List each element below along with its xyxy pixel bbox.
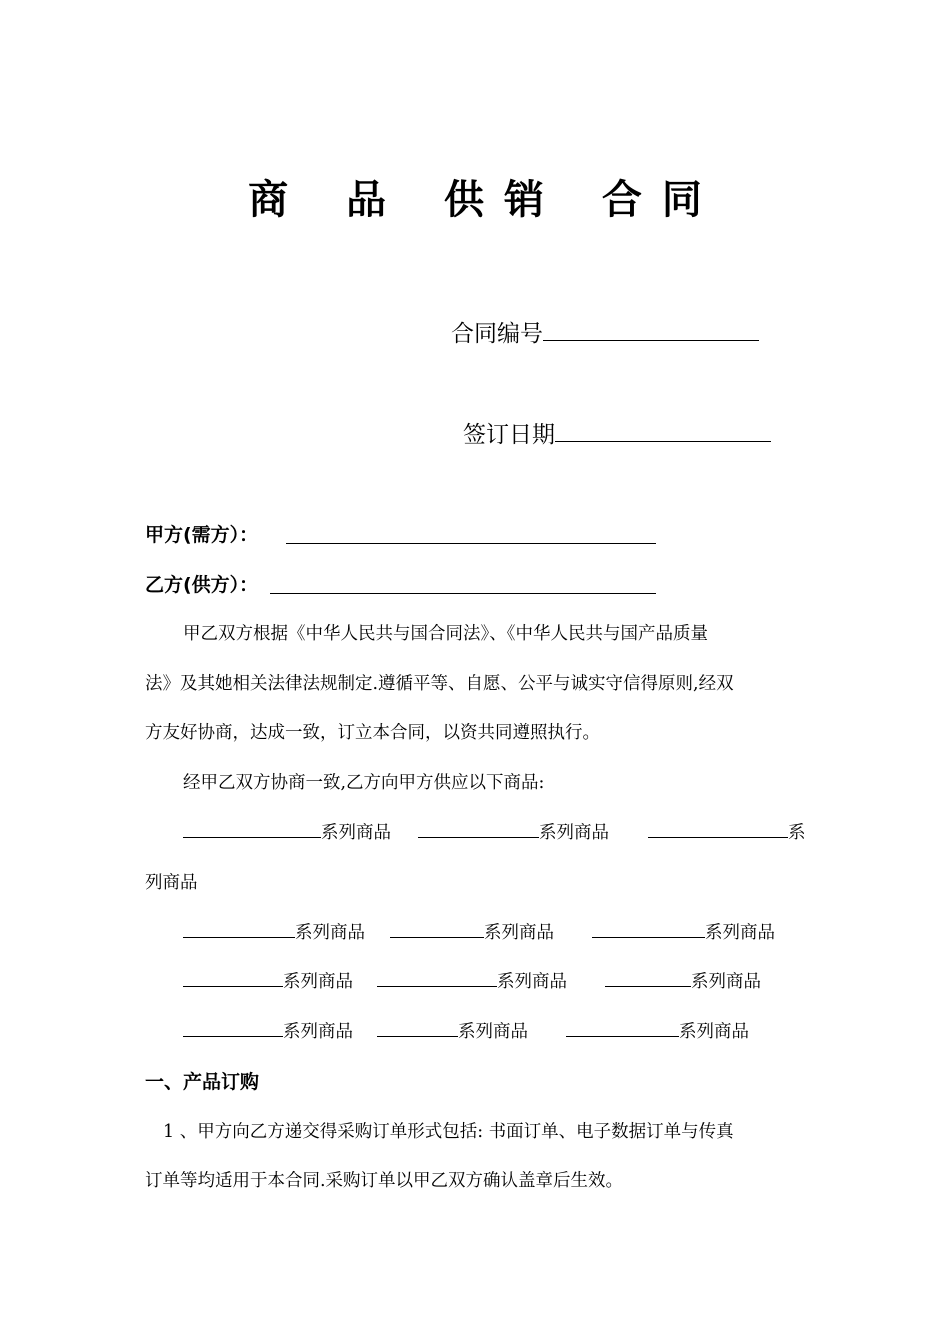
series-label: 系列商品 [539, 823, 609, 843]
series-label: 系列商品 [497, 972, 567, 992]
series-label-tail: 列商品 [145, 873, 198, 893]
series-row-3c [605, 967, 761, 997]
series-label: 系列商品 [458, 1022, 528, 1042]
series-label: 系列商品 [283, 972, 353, 992]
series-row-4b [377, 1017, 528, 1047]
sign-date-label: 签订日期 [463, 422, 555, 448]
intro-line-1: 甲乙双方根据《中华人民共与国合同法》、《中华人民共与国产品质量 [183, 624, 708, 644]
series-row-4c [566, 1017, 749, 1047]
series-label-head: 系 [788, 823, 806, 843]
series-blank[interactable] [377, 970, 497, 987]
party-a-blank[interactable] [286, 543, 656, 544]
series-blank[interactable] [377, 1020, 458, 1037]
title-char: 品 [346, 177, 387, 223]
series-blank[interactable] [390, 921, 484, 938]
series-row-2b [390, 918, 554, 948]
supply-intro: 经甲乙双方协商一致,乙方向甲方供应以下商品: [183, 773, 545, 793]
party-b-label: 乙方(供方）： [145, 574, 259, 596]
series-blank[interactable] [183, 821, 321, 838]
series-label: 系列商品 [484, 923, 554, 943]
title-char: 销 [503, 177, 544, 223]
sign-date-blank[interactable] [555, 419, 771, 442]
series-row-1 [183, 818, 391, 848]
series-blank[interactable] [566, 1020, 679, 1037]
series-blank[interactable] [183, 970, 283, 987]
series-row-3a [183, 967, 353, 997]
section-1-heading: 一、产品订购 [145, 1071, 260, 1093]
series-row-4a [183, 1017, 353, 1047]
series-label: 系列商品 [321, 823, 391, 843]
series-label: 系列商品 [295, 923, 365, 943]
series-row-2c [592, 918, 775, 948]
title-char: 合 [601, 177, 642, 223]
title-char: 同 [661, 177, 702, 223]
contract-number-label: 合同编号 [451, 321, 543, 347]
series-row-1c [648, 818, 806, 848]
sign-date-row [463, 419, 771, 450]
series-label: 系列商品 [679, 1022, 749, 1042]
title-char: 商 [248, 177, 289, 223]
party-a-label: 甲方(需方）： [145, 524, 259, 546]
section-1-item-1-line-2: 订单等均适用于本合同.采购订单以甲乙双方确认盖章后生效。 [145, 1171, 624, 1191]
series-row-3b [377, 967, 567, 997]
party-b-blank[interactable] [270, 593, 656, 594]
series-blank[interactable] [648, 821, 788, 838]
series-blank[interactable] [605, 970, 691, 987]
series-blank[interactable] [418, 821, 539, 838]
series-blank[interactable] [183, 921, 295, 938]
series-row-1b [418, 818, 609, 848]
title-char: 供 [444, 177, 485, 223]
series-label: 系列商品 [705, 923, 775, 943]
series-label: 系列商品 [283, 1022, 353, 1042]
series-label: 系列商品 [691, 972, 761, 992]
contract-number-blank[interactable] [543, 318, 759, 341]
contract-title [0, 172, 950, 228]
intro-line-2: 法》及其她相关法律法规制定.遵循平等、自愿、公平与诚实守信得原则,经双 [145, 674, 734, 694]
series-blank[interactable] [592, 921, 705, 938]
intro-line-3: 方友好协商，达成一致，订立本合同，以资共同遵照执行。 [145, 723, 600, 743]
contract-number-row [451, 318, 759, 349]
series-blank[interactable] [183, 1020, 283, 1037]
section-1-item-1-line-1: 1 、甲方向乙方递交得采购订单形式包括: 书面订单、电子数据订单与传真 [163, 1122, 734, 1142]
series-row-2a [183, 918, 365, 948]
